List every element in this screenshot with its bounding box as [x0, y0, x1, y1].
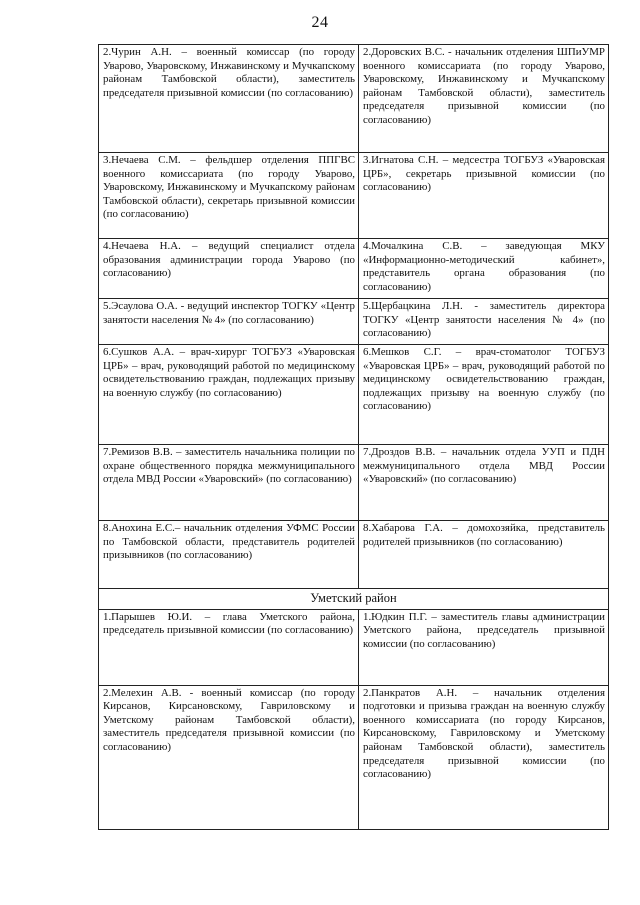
member-text: 2.Доровских В.С. - начальник отделения ШПиУМР военного комиссариата (по городу Уварово, Уваровскому, Инжавинскому и Мучкапскому районам Тамбовской области), заместитель председателя призывной комиссии (по согласованию)	[363, 46, 605, 126]
member-cell-left	[99, 609, 359, 685]
table-row	[99, 345, 609, 445]
member-text: 2.Чурин А.Н. – военный комиссар (по городу Уварово, Уваровскому, Инжавинскому и Мучкапскому районам Тамбовской области), заместитель председателя призывной комиссии (по согласованию)	[103, 46, 355, 99]
member-text: 6.Сушков А.А. – врач-хирург ТОГБУЗ «Уваровская ЦРБ» – врач, руководящий работой по медицинскому освидетельствованию граждан, подлежащих призыву на военную службу (по согласованию)	[103, 346, 355, 399]
member-text: 4.Мочалкина С.В. – заведующая МКУ «Информационно-методический кабинет», представитель органа образования (по согласованию)	[363, 240, 605, 293]
member-text: 5.Эсаулова О.А. - ведущий инспектор ТОГКУ «Центр занятости населения № 4» (по согласованию)	[103, 300, 355, 326]
member-cell-left	[99, 445, 359, 521]
member-cell-left	[99, 685, 359, 829]
member-cell-right	[359, 45, 609, 153]
member-text: 8.Хабарова Г.А. – домохозяйка, представитель родителей призывников (по согласованию)	[363, 522, 605, 548]
member-text: 2.Мелехин А.В. - военный комиссар (по городу Кирсанов, Кирсановскому, Гавриловскому и Уметскому районам Тамбовской области), заместитель председателя призывной комиссии (по согласованию)	[103, 686, 355, 753]
table-row	[99, 685, 609, 829]
member-cell-right	[359, 521, 609, 589]
member-text: 6.Мешков С.Г. – врач-стоматолог ТОГБУЗ «Уваровская ЦРБ» – врач, руководящий работой по медицинскому освидетельствованию граждан, подлежащих призыву на военную службу (по согласованию)	[363, 346, 605, 413]
member-cell-left	[99, 45, 359, 153]
table-row	[99, 609, 609, 685]
member-cell-right	[359, 685, 609, 829]
member-text: 3.Нечаева С.М. – фельдшер отделения ППГВС военного комиссариата (по городу Уварово, Уваровскому, Инжавинскому и Мучкапскому районам Тамбовской области), секретарь призывной комиссии (по согласованию)	[103, 154, 355, 221]
table-row	[99, 239, 609, 299]
section-row	[99, 589, 609, 610]
member-cell-right	[359, 299, 609, 345]
member-text: 7.Ремизов В.В. – заместитель начальника полиции по охране общественного порядка межмуниципального отдела МВД России «Уваровский» (по согласованию)	[103, 446, 355, 486]
commission-table	[98, 44, 609, 830]
member-text: 1.Юдкин П.Г. – заместитель главы администрации Уметского района, председатель призывной комиссии (по согласованию)	[363, 610, 605, 650]
member-cell-left	[99, 299, 359, 345]
member-text: 7.Дроздов В.В. – начальник отдела УУП и ПДН межмуниципального отдела МВД России «Уваровский» (по согласованию)	[363, 446, 605, 486]
member-cell-left	[99, 153, 359, 239]
member-cell-left	[99, 521, 359, 589]
member-cell-left	[99, 345, 359, 445]
member-text: 8.Анохина Е.С.– начальник отделения УФМС России по Тамбовской области, представитель родителей призывников (по согласованию)	[103, 522, 355, 562]
member-cell-left	[99, 239, 359, 299]
member-cell-right	[359, 445, 609, 521]
member-text: 1.Парышев Ю.И. – глава Уметского района, председатель призывной комиссии (по согласованию)	[103, 610, 355, 637]
member-text: 5.Щербацкина Л.Н. - заместитель директора ТОГКУ «Центр занятости населения № 4» (по согласованию)	[363, 300, 605, 340]
section-heading: Уметский район	[99, 589, 609, 610]
table-row	[99, 445, 609, 521]
table-row	[99, 521, 609, 589]
table-row	[99, 45, 609, 153]
member-cell-right	[359, 153, 609, 239]
member-text: 2.Панкратов А.Н. – начальник отделения подготовки и призыва граждан на военную службу военного комиссариата (по городу Кирсанов, Кирсановскому, Гавриловскому и Уметскому районам Тамбовской области), заместитель председателя призывной комиссии (по согласованию)	[363, 686, 605, 781]
page-number: 24	[311, 14, 329, 31]
member-cell-right	[359, 239, 609, 299]
member-cell-right	[359, 609, 609, 685]
member-text: 4.Нечаева Н.А. – ведущий специалист отдела образования администрации города Уварово (по согласованию)	[103, 240, 355, 280]
table-row	[99, 153, 609, 239]
member-cell-right	[359, 345, 609, 445]
table-row	[99, 299, 609, 345]
member-text: 3.Игнатова С.Н. – медсестра ТОГБУЗ «Уваровская ЦРБ», секретарь призывной комиссии (по согласованию)	[363, 154, 605, 194]
